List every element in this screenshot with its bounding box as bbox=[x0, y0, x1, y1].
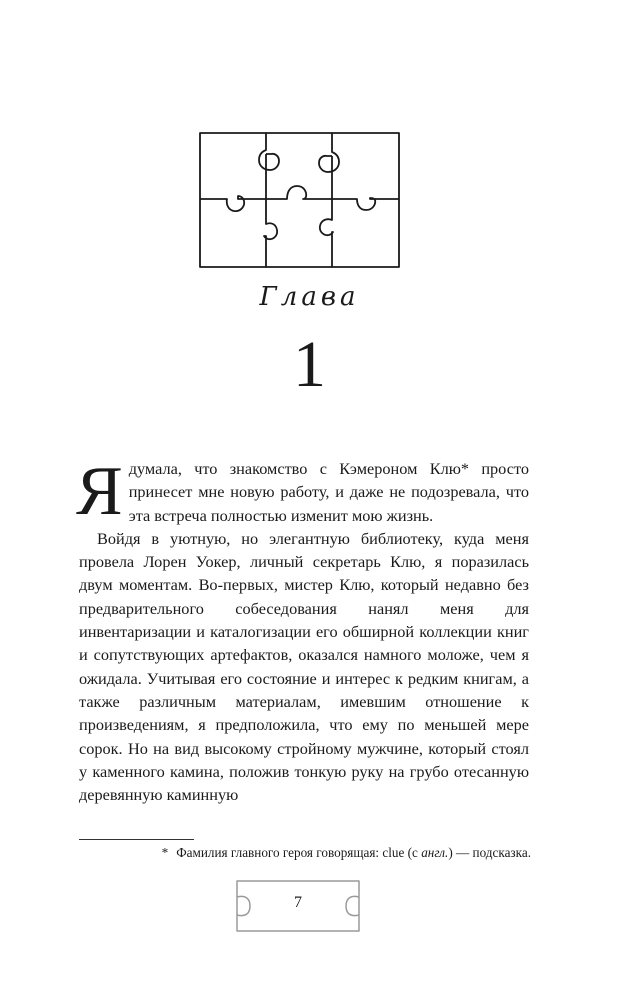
footnote-text-after: ) — подсказка. bbox=[448, 845, 531, 860]
paragraph-1-text: думала, что знакомство с Кэмероном Клю* просто принесет мне новую работу, и даже не подозревала, что эта встреча полностью изменит мою жизнь. bbox=[128, 459, 529, 525]
footnote-text-before: Фамилия главного героя говорящая: clue (с bbox=[176, 845, 422, 860]
footnote-text-italic: англ. bbox=[421, 845, 449, 860]
chapter-number: 1 bbox=[293, 328, 326, 401]
footnote-mark: * bbox=[161, 845, 169, 860]
jigsaw-puzzle-icon bbox=[199, 132, 400, 268]
paragraph-2: Войдя в уютную, но элегантную библиотеку, куда меня провела Лорен Уокер, личный секретарь Клю, я поразилась двум моментам. Во-первых, мистер Клю, который недавно без предварительного собеседования нанял меня для инвентаризации и каталогизации его обширной коллекции книг и сопутствующих артефактов, оказался намного моложе, чем я ожидала. Учитывая его состояние и интерес к редким книгам, а также различным материалам, имевшим отношение к произведениям, я предположила, что ему по меньшей мере сорок. Но на вид высокому стройному мужчине, который стоял у каменного камина, положив тонкую руку на грубо отесанную деревянную каминную bbox=[79, 528, 529, 805]
chapter-label: Глава bbox=[259, 282, 360, 312]
paragraph-1 bbox=[76, 453, 529, 530]
footnote-divider bbox=[79, 839, 194, 840]
footnote bbox=[79, 844, 531, 862]
page-number: 7 bbox=[294, 894, 302, 911]
body-text bbox=[76, 453, 529, 806]
drop-cap: Я bbox=[76, 453, 123, 530]
